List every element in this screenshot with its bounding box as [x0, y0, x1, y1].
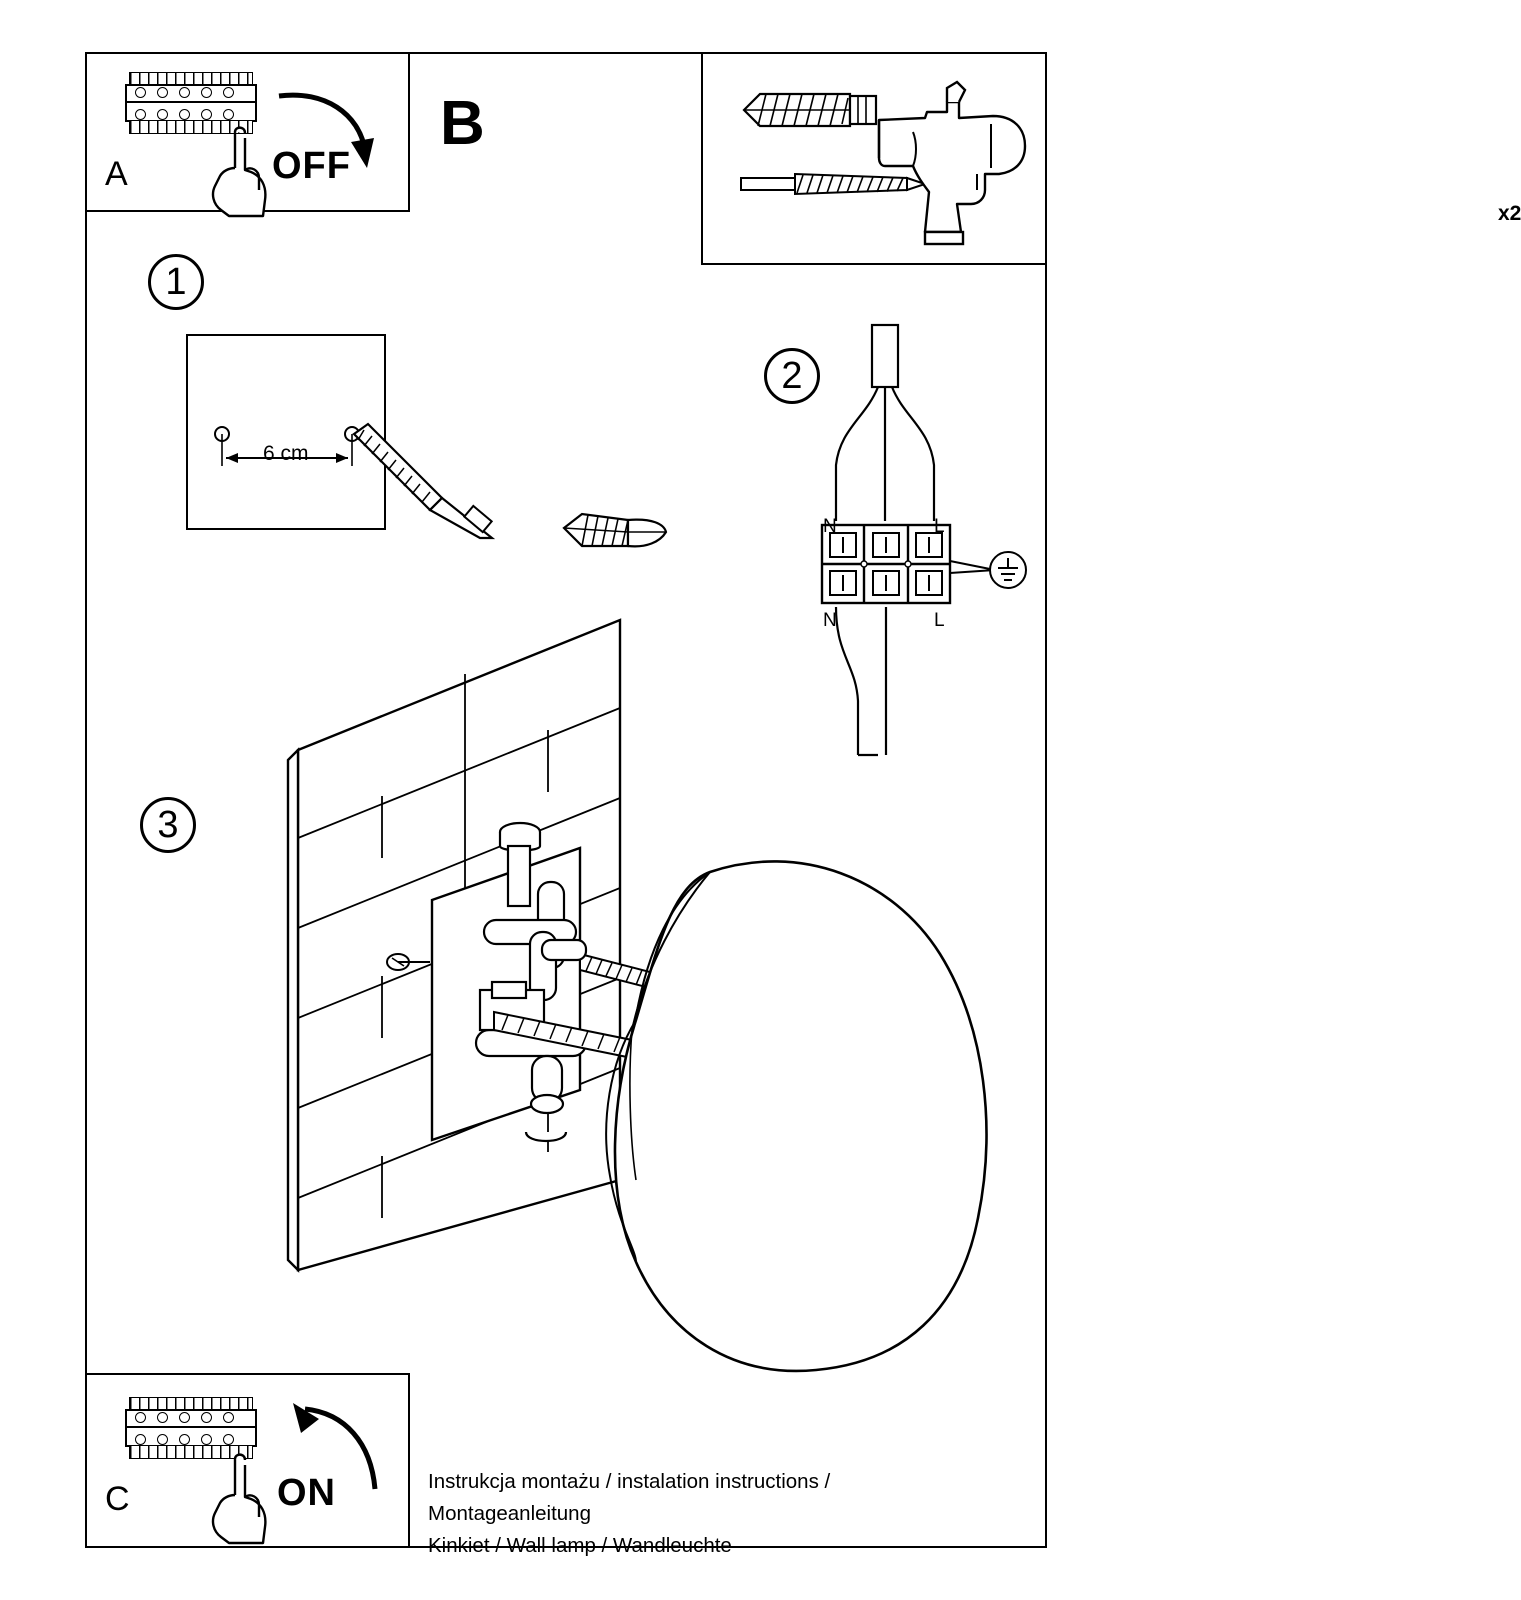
step-2-number: 2 [781, 354, 803, 397]
step-1-number: 1 [165, 260, 187, 303]
step-a-box [85, 52, 410, 212]
step-c-box [85, 1373, 410, 1548]
dimension-label: 6 cm [263, 442, 309, 465]
step-c-label: C [105, 1480, 130, 1518]
terminal-label-l-bottom: L [934, 610, 945, 631]
parts-box [701, 52, 1521, 265]
wall-plug-icon [738, 84, 888, 136]
footer-line-1: Instrukcja montażu / instalation instructions / Montageanleitung [428, 1470, 831, 1525]
parts-quantity-label: x2 [1498, 202, 1521, 225]
step-3-number: 3 [157, 803, 179, 846]
step-3-badge [140, 797, 196, 853]
footer-line-2: Kinkiet / Wall lamp / Wandleuchte [428, 1533, 732, 1557]
step-c-action-text: ON [277, 1472, 336, 1514]
terminal-label-n-bottom: N [823, 610, 837, 631]
drill-bit-icon [346, 420, 576, 540]
wall-plug-icon [556, 500, 671, 560]
step-b-label: B [440, 89, 485, 158]
terminal-label-l-top: L [934, 516, 945, 537]
footer [428, 1466, 988, 1561]
terminal-label-n-top: N [823, 516, 837, 537]
power-drill-icon [873, 72, 1038, 247]
step-1-badge [148, 254, 204, 310]
circuit-breaker-icon [125, 1397, 257, 1459]
step-a-label: A [105, 155, 128, 193]
hand-icon [199, 1451, 289, 1546]
step-a-action-text: OFF [272, 145, 351, 187]
mounting-assembly [280, 610, 1020, 1390]
